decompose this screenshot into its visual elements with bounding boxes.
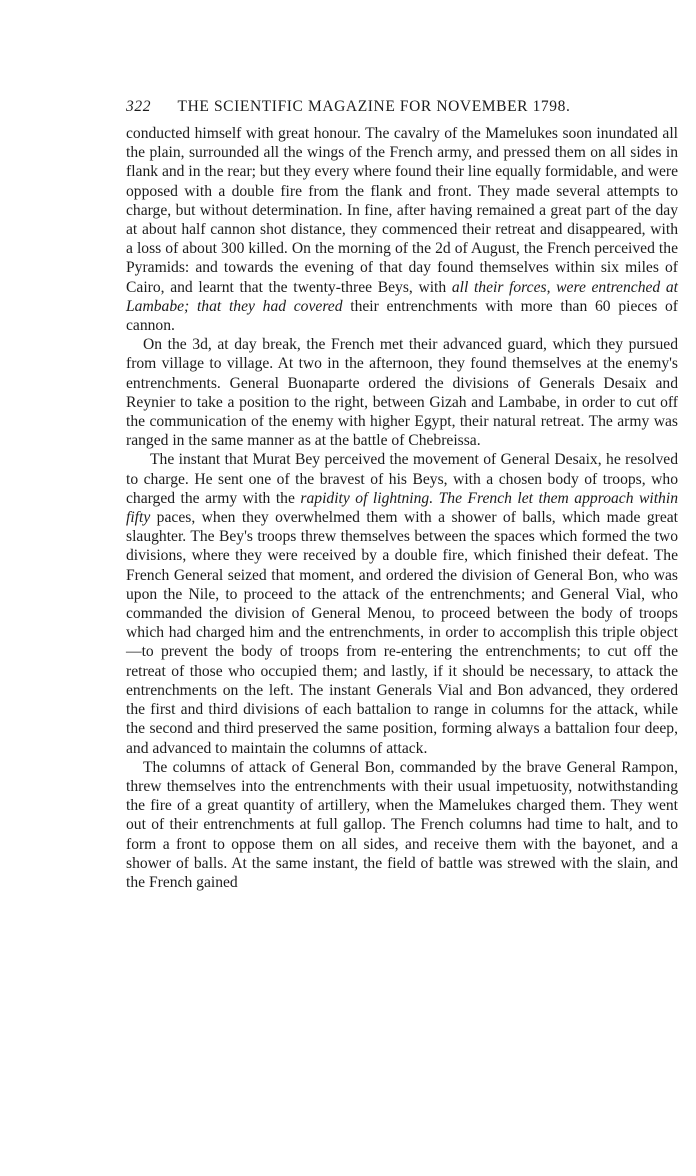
text-segment: paces, when they overwhelmed them with a shower of balls, which made great slaughter. The Bey's troops threw themselves between the spaces which formed the two divisions, where they were received by a double fire, which finished their defeat. The French General seized that moment, and ordered the division of General Bon, who was upon the Nile, to proceed to the attack of the entrenchments; and General Vial, who commanded the division of General Menou, to proceed between the body of troops which had charged him and the entrenchments, in order to accomplish this triple object—to prevent the body of troops from re-entering the entrenchments; to cut off the retreat of those who occupied them; and lastly, if it should be necessary, to attack the entrenchments on the left. The instant Generals Vial and Bon advanced, they ordered the first and third divisions of each battalion to range in columns for the attack, while the second and third preserved the same position, forming always a battalion four deep, and advanced to maintain the columns of attack.: [126, 509, 678, 757]
paragraph-1: [126, 124, 678, 335]
text-segment: The instant that Murat Bey perceived the movement of General Desaix, he resolved to charge. He sent one of the bravest of his Beys, with a chosen body of troops, who charged the army with the: [126, 451, 678, 507]
text-segment: their entrenchments with more than 60 pieces of cannon.: [126, 297, 678, 335]
paragraph-4: [126, 758, 678, 892]
running-title: THE SCIENTIFIC MAGAZINE FOR NOVEMBER 1798.: [177, 98, 571, 115]
italic-segment: all their forces, were entrenched at Lambabe; that they had covered: [126, 278, 678, 315]
text-segment: The columns of attack of General Bon, commanded by the brave General Rampon, threw themselves into the entrenchments with their usual impetuosity, notwithstanding the fire of a great quantity of artillery, when the Mamelukes charged them. They went out of their entrenchments at full gallop. The French columns had time to halt, and to form a front to oppose them on all sides, and receive them with the bayonet, and a shower of balls. At the same instant, the field of battle was strewed with the slain, and the French gained: [126, 758, 678, 891]
text-segment: conducted himself with great honour. The cavalry of the Mamelukes soon inundated all the plain, surrounded all the wings of the French army, and pressed them on all sides in flank and in the rear; but they every where found their line equally formidable, and were opposed with a double fire from the flank and front. They made several attempts to charge, but without determination. In fine, after having remained a great part of the day at about half cannon shot distance, they commenced their retreat and disappeared, with a loss of about 300 killed. On the morning of the 2d of August, the French perceived the Pyramids: and towards the evening of that day found themselves within six miles of Cairo, and learnt that the twenty-three Beys, with: [126, 125, 678, 296]
italic-segment: rapidity of lightning. The French let them approach within fifty: [126, 489, 678, 527]
page-header: [126, 98, 686, 124]
text-segment: On the 3d, at day break, the French met their advanced guard, which they pursued from village to village. At two in the afternoon, they found themselves at the enemy's entrenchments. General Buonaparte ordered the divisions of Generals Desaix and Reynier to take a position to the right, between Gizah and Lambabe, in order to cut off the communication of the enemy with higher Egypt, their natural retreat. The army was ranged in the same manner as at the battle of Chebreissa.: [126, 336, 678, 450]
page-number: 322: [126, 98, 152, 115]
paragraph-2: [126, 335, 678, 450]
paragraph-3: [126, 450, 678, 757]
article-body: [126, 124, 678, 892]
